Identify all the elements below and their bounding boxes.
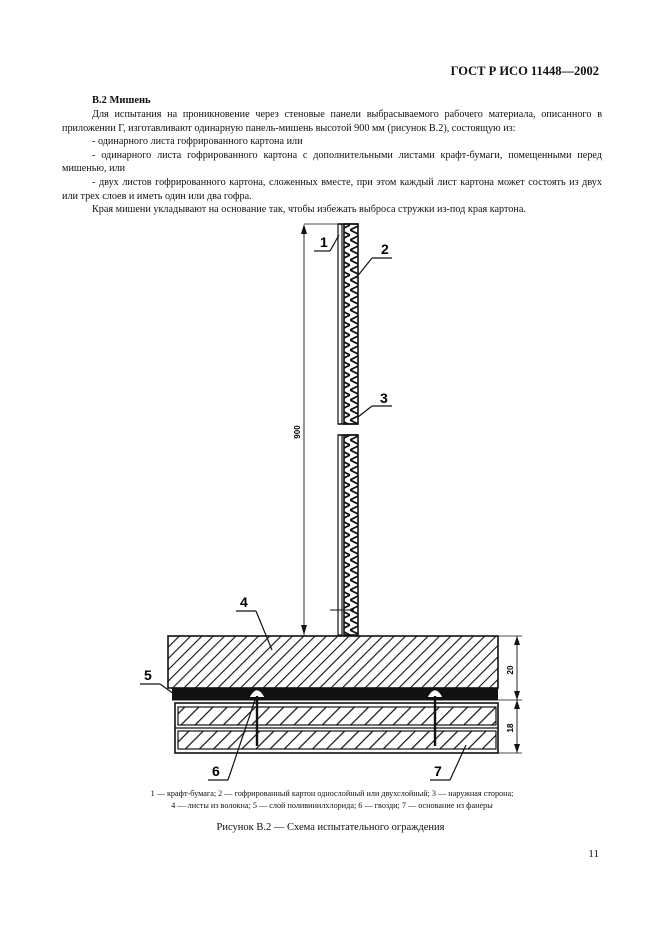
callout-label-6: 6 <box>212 763 220 779</box>
list-item: - двух листов гофрированного картона, сложенных вместе, при этом каждый лист картона может состоять из двух или трех слоев и иметь один или два гофра. <box>62 176 602 202</box>
plywood-base <box>175 703 498 753</box>
figure-legend <box>62 788 602 811</box>
paragraph-intro: Для испытания на проникновение через стеновые панели выбрасываемого рабочего материала, описанного в приложении Г, изготавливают одинарную панель-мишень высотой 900 мм (рисунок В.2), состоящую из: <box>62 109 602 134</box>
figure-caption: Рисунок В.2 — Схема испытательного ограждения <box>216 822 445 833</box>
dimension-label-900: 900 <box>293 425 302 439</box>
callout-3 <box>358 390 392 417</box>
pvc-layer <box>172 688 498 700</box>
dimension-layers <box>498 636 522 753</box>
list-item: - одинарного листа гофрированного картона или <box>92 136 303 148</box>
callout-label-2: 2 <box>381 241 389 257</box>
page-number: 11 <box>588 848 599 860</box>
figure-legend-line: 1 — крафт-бумага; 2 — гофрированный картон однослойный или двухслойный; 3 — наружная сторона; <box>150 789 514 798</box>
document-code: ГОСТ Р ИСО 11448—2002 <box>450 64 599 78</box>
target-panel-lower <box>330 435 358 635</box>
list-item: - одинарного листа гофрированного картона с дополнительными листами крафт-бумаги, помещенными перед мишенью, или <box>62 149 602 175</box>
figure-legend-line: 4 — листы из волокна; 5 — слой поливинилхлорида; 6 — гвозди; 7 — основание из фанеры <box>171 800 493 810</box>
target-panel-upper <box>338 224 358 424</box>
dimension-label-18: 18 <box>506 723 515 733</box>
callout-label-5: 5 <box>144 667 152 683</box>
callout-label-3: 3 <box>380 390 388 406</box>
paragraph-edges: Края мишени укладывают на основание так, чтобы избежать выброса стружки из-под края картона. <box>92 204 526 216</box>
callout-2 <box>356 241 392 278</box>
fibre-board-layer <box>168 636 498 688</box>
callout-label-7: 7 <box>434 763 442 779</box>
dimension-900 <box>293 224 338 635</box>
callout-1 <box>314 234 339 251</box>
section-title: В.2 Мишень <box>92 95 151 106</box>
dimension-label-20: 20 <box>506 665 515 675</box>
callout-label-1: 1 <box>320 234 328 250</box>
callout-label-4: 4 <box>240 594 248 610</box>
